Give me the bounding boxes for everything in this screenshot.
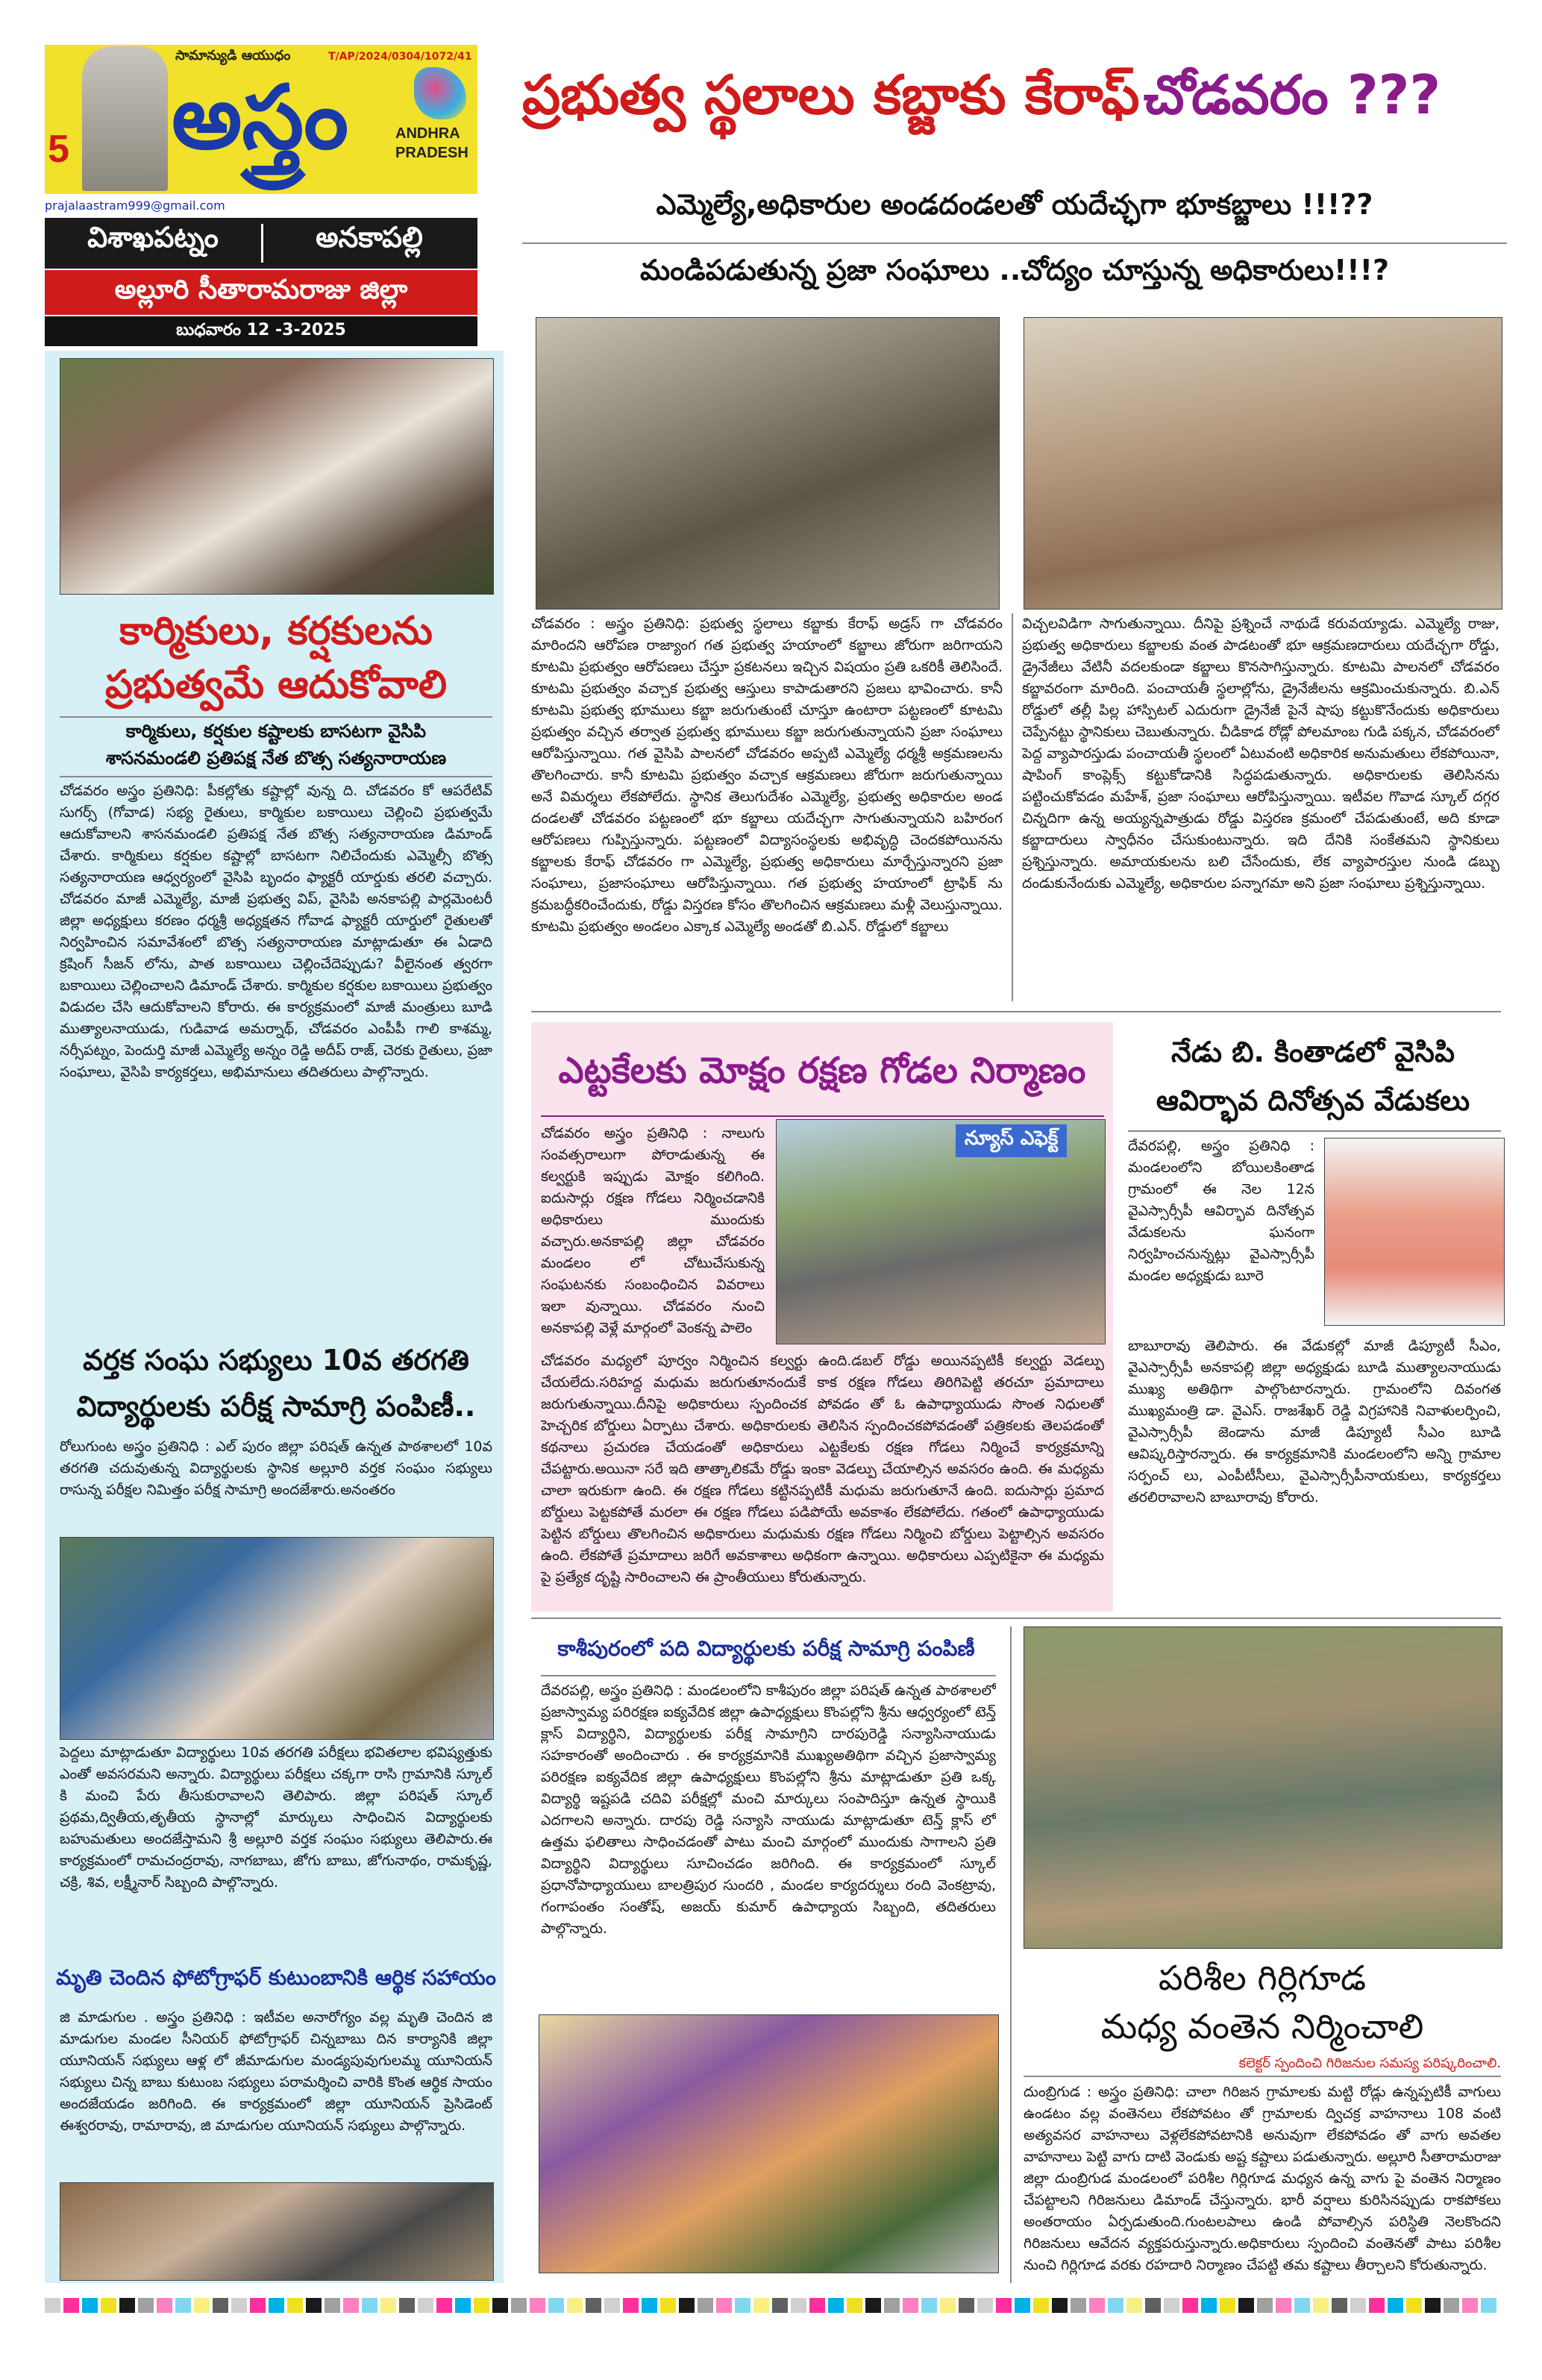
date-bar [45, 316, 477, 346]
color-bar-swatch [1332, 2298, 1347, 2313]
center-story-body-full: చోడవరం మధ్యలో పూర్వం నిర్మించిన కల్వర్టు ఉంది.డబల్ రోడ్డు అయినప్పటికీ కల్వర్టు వెడల్పు చేయలేదు.సరిహద్ద మధుమ జరుగుతూనందుకే కాక రక్షణ గోడలు తిరిగిపెట్టి తరచూ ప్రమాదాలు జరుగుతున్నాయి.దీనిపై అధికారులు స్పందించక పోవడం తో ఓ ఉపాధ్యాయుడు సొంత నిధులతో హెచ్చరిక బోర్డులు ఏర్పాటు చేశారు. అధికారులకు తెలిసిన స్పందించకపోవడంతో పత్రికలకు తెలపడంతో కథనాలు ప్రచురణ చేయడంతో అధికారులు ఎట్టకేలకు రక్షణ గోడలు నిర్మించే కార్యక్రమాన్ని చేపట్టారు.అయినా సరే ఇది తాత్కాలికమే రోడ్డు ఇంకా వెడల్పు చేయాల్సిన అవసరం ఉంది. ఈ మధ్యమ చాలా ఇరుకుగా ఉంది. ఈ రక్షణ గోడలు కట్టినప్పటికీ మధుమ జరుగుతూనే ఉంది. ఐదుసార్లు ప్రమాద బోర్డులు పెట్టకపోతే మరలా ఈ రక్షణ గోడలు పడిపోయే అవకాశం లేకపోలేదు. గతంలో ఉపాధ్యాయుడు పెట్టిన బోర్డులు తొలగించిన అధికారులు మధుమకు రక్షణ గోడలు నిర్మించి బోర్డులు పెట్టాల్సిన అవసరం ఉంది. లేకపోతే ప్రమాదాలు జరిగే అవకాశాలు అధికంగా ఉన్నాయి. అధికారులు ఎప్పటికైనా ఈ మధ్యమ పై ప్రత్యేక దృష్టి సారించాలని ఈ ప్రాంతీయులు కోరుతున్నారు. [541, 1353, 1104, 1585]
center-story-headline: ఎట్టకేలకు మోక్షం రక్షణ గోడల నిర్మాణం [558, 1050, 1086, 1092]
color-bar-swatch [474, 2298, 489, 2313]
color-bar-swatch [1388, 2298, 1403, 2313]
color-bar-swatch [1071, 2298, 1086, 2313]
right-story-headline-2: ఆవిర్భావ దినోత్సవ వేడుకలు [1156, 1084, 1470, 1117]
left-story1-sub2: శాసనమండలి ప్రతిపక్ష నేత బొత్స సత్యనారాయణ [105, 748, 447, 768]
color-bar-swatch [1350, 2298, 1366, 2313]
color-bar-swatch [82, 2298, 98, 2313]
center-story-rule [541, 1115, 1104, 1117]
color-bar-swatch [921, 2298, 937, 2313]
top-story-bottom-rule [531, 1011, 1501, 1012]
top-story-column-1: చోడవరం : అస్త్రం ప్రతినిధి: ప్రభుత్వ స్థలాలు కబ్జాకు కేరాఫ్ అడ్రస్ గా చోడవరం మారిందని ఆరోపణ రాజ్యాంగ గత ప్రభుత్వ హయాంలో కబ్జాలు జోరుగా జరిగాయని కూటమి ప్రభుత్వం ఆరోపణలు చేస్తూ ప్రకటనలు ఇచ్చిన విషయం ప్రతి ఒకరికీ తెలిసిందే. కూటమి ప్రభుత్వం వచ్చాక ప్రభుత్వ ఆస్తులు కాపాడుతారని ప్రజలు భావించారు. కానీ కూటమి ప్రభుత్వ భూములు కబ్జా జరుగుతుంటే చూస్తూ ఉంటారా పట్టణంలో కూటమి ప్రభుత్వం వచ్చిన తర్వాత ప్రభుత్వ భూములు కబ్జా జరుగుతున్నాయని ప్రజా సంఘాలు ఆరోపిస్తున్నాయి. గత వైసిపి పాలనలో చోడవరం అప్పటి ఎమ్మెల్యే ధర్మశ్రీ అక్రమణలను తొలగించారు. కానీ కూటమి ప్రభుత్వం వచ్చాక ఆక్రమణలు జోరుగా జరుగుతున్నాయి అనే విమర్శలు లేకపోలేదు. స్థానిక తెలుగుదేశం ఎమ్మెల్యే, ప్రభుత్వ అధికారుల అండ దండలతో చోడవరం పట్టణంలో భూ కబ్జాలు యదేచ్ఛగా సాగుతున్నాయని బహిరంగ ఆరోపణలు గుప్పిస్తున్నారు. పట్టణంలో విద్యాసంస్థలకు అభివృద్ధి చెందకపోయినను కబ్జాలకు కేరాఫ్ చోడవరం గా ఎమ్మెల్యే, ప్రభుత్వ అధికారులు మార్చేస్తున్నారని ప్రజా సంఘాలు, ప్రజాసంఘాలు ఆరోపిస్తున్నాయి. గత ప్రభుత్వ హయాంలో ట్రాఫిక్ ను క్రమబద్ధీకరించేందుకు, రోడ్డు విస్తరణ కోసం తొలగించిన ఆక్రమణలు మళ్లీ వెలుస్తున్నాయి. కూటమి ప్రభుత్వం అండలం ఎక్కాక ఎమ్మెల్యే అండతో బి.ఎన్. రోడ్డులో కబ్జాలు [531, 616, 1003, 935]
city-bar [45, 218, 477, 269]
color-bar-swatch [380, 2298, 396, 2313]
color-bar-swatch [455, 2298, 471, 2313]
left-story2-body-bottom: పెద్దలు మాట్లాడుతూ విద్యార్థులు 10వ తరగతి పరీక్షలు భవితలాల భవిష్యత్తుకు ఎంతో అవసరమని అన్నారు. విద్యార్థులు పరీక్షలు చక్కగా రాసి గ్రామానికి స్కూల్ కి మంచి పేరు తీసుకురావాలని తెలిపారు. జిల్లా పరిషత్ స్కూల్ ప్రథమ,ద్వితీయ,తృతీయ స్థానాల్లో మార్కులు సాధించిన విద్యార్థులకు బహుమతులు అందజేస్తామని శ్రీ అల్లూరి వర్తక సంఘం సభ్యులు తెలిపారు.ఈ కార్యక్రమంలో రామచంద్రరావు, నాగబాబు, జోగు బాబు, జోగునాథం, రామకృష్ణ, చక్రి, శివ, లక్ష్మీనార్ సిబ్బంది పాల్గొన్నారు. [60, 1744, 492, 1891]
color-bar-swatch [735, 2298, 750, 2313]
color-bar-swatch [1257, 2298, 1273, 2313]
top-subhead-2: మండిపడుతున్న ప్రజా సంఘాలు ..చోద్యం చూస్తున్న అధికారులు!!!? [639, 254, 1390, 286]
color-bar-swatch [903, 2298, 918, 2313]
news-effect-badge: న్యూస్ ఎఫెక్ట్ [956, 1124, 1067, 1157]
color-bar-swatch [1220, 2298, 1235, 2313]
district-bar [45, 270, 477, 315]
encroached-drain-photo [536, 317, 1000, 610]
right-story-body-full: బాబూరావు తెలిపారు. ఈ వేడుకల్లో మాజీ డిప్యూటీ సీఎం, వైఎస్సార్సీపీ అనకాపల్లి జిల్లా అధ్యక్షుడు బూడి ముత్యాలనాయుడు ముఖ్య అతిథిగా పాల్గొంటారన్నారు. గ్రామంలోని దివంగత ముఖ్యమంత్రి డా. వైఎస్. రాజశేఖర్ రెడ్డి విగ్రహానికి నివాళులర్పించి, వైఎస్సార్సీపీ జెండాను మాజీ డిప్యూటీ సీఎం బూడి ఆవిష్కరిస్తారన్నారు. ఈ కార్యక్రమానికి మండలంలోని అన్ని గ్రామాల సర్పంచ్ లు, ఎంపీటీసీలు, వైఎస్సార్సీపీనాయకులు, కార్యకర్తలు తరలిరావాలని బాబూరావు కోరారు. [1128, 1338, 1501, 1506]
color-bar-swatch [1164, 2298, 1179, 2313]
bottom-center-headline: కాశీపురంలో పది విద్యార్థులకు పరీక్ష సామాగ్రి పంపిణీ [557, 1636, 975, 1661]
color-bar-swatch [362, 2298, 377, 2313]
left-story1-rule-1 [60, 716, 492, 718]
ysrcp-leader-portrait [1324, 1138, 1505, 1326]
middle-section-rule [531, 1618, 1501, 1619]
bottom-right-headline-1: పరిశీల గిర్లిగూడ [1158, 1958, 1367, 1998]
left-story1-rule-2 [60, 776, 492, 777]
roadside-digging-photo [1024, 317, 1502, 610]
bottom-right-body: దుంబ్రిగుడ : అస్త్రం ప్రతినిధి: చాలా గిరిజన గ్రామాలకు మట్టి రోడ్లు ఉన్నప్పటికీ వాగులు ఉండటం వల్ల వంతెనలు లేకపోవటం తో గ్రామాలకు ద్విచక్ర వాహనాలు 108 వంటి అత్యవసర వాహనాలు వెళ్లలేకపోవటానికి అనువుగా లేకపోవడం తో వాగు అవతల వాహనాలు పెట్టి వాగు దాటి వెండుకు అష్ట కష్టాలు పడుతున్నారు. అల్లూరి సీతారామరాజు జిల్లా దుంబ్రిగుడ మండలంలో పరిశీల గిర్లిగూడ మధ్యన ఉన్న వాగు పై వంతెన నిర్మాణం చేపట్టాలని గిరిజనులు డిమాండ్ చేస్తున్నారు. భారీ వర్షాలు కురిసినప్పుడు రాకపోకలు అంతరాయం ఏర్పడుతుంది.గుంటలపాలు ఉండి పోవాల్సిన పరిస్థితి నెలకొందని గిరిజనులు ఆవేదన వ్యక్తపరుస్తున్నారు.అధికారులు స్పందించి వంతెనతో పాటు పరిశీల నుంచి గిర్లిగూడ వరకు రహదారి నిర్మాణం చేపట్టి తమ కష్టాలు తీర్చాలని కోరుతున్నారు. [1024, 2084, 1501, 2273]
color-bar-swatch [250, 2298, 266, 2313]
right-story-body-side: దేవరపల్లి, అస్త్రం ప్రతినిధి : మండలంలోని బోయిలకింతాడ గ్రామంలో ఈ నెల 12న వైఎస్సార్సీపీ ఆవిర్భావ దినోత్సవ వేడుకలను ఘనంగా నిర్వహించనున్నట్లు వైఎస్సార్సీపీ మండల అధ్యక్షుడు బూరె [1128, 1138, 1314, 1284]
tagline: సామాన్యుడి ఆయుధం [175, 48, 291, 63]
color-bar-swatch [1406, 2298, 1422, 2313]
color-bar-swatch [269, 2298, 284, 2313]
color-bar-swatch [119, 2298, 135, 2313]
color-bar-swatch [1089, 2298, 1105, 2313]
color-bar-swatch [1238, 2298, 1254, 2313]
color-bar-swatch [63, 2298, 79, 2313]
color-bar-swatch [343, 2298, 359, 2313]
color-bar-swatch [679, 2298, 695, 2313]
color-bar-swatch [642, 2298, 657, 2313]
color-bar-swatch [1313, 2298, 1329, 2313]
color-bar-swatch [586, 2298, 601, 2313]
buddha-statue-image [82, 46, 168, 191]
color-bar-swatch [791, 2298, 806, 2313]
color-bar-swatch [1033, 2298, 1049, 2313]
color-bar-swatch [1201, 2298, 1217, 2313]
color-bar-swatch [1126, 2298, 1142, 2313]
state-label-2: PRADESH [395, 145, 468, 161]
left-story1-body: చోడవరం అస్త్రం ప్రతినిధి: పీకల్లోతు కష్టాల్లో వున్న ది. చోడవరం కో ఆపరేటివ్ సుగర్స్ (గోవాడ) సభ్య రైతులు, కార్మికుల బకాయిలు చెల్లించి ప్రభుత్వమే ఆదుకోవాలని శాసనమండలి ప్రతిపక్ష నేత బొత్స సత్యనారాయణ డిమాండ్ చేశారు. కార్మికులు కర్షకుల కష్టాల్లో బాసటగా నిలిచేందుకు ఎమ్మెల్సీ బొత్స సత్యనారాయణ ఆధ్వర్యంలో వైసిపి బృందం ఫ్యాక్టరీ యార్డుకు తరలి వచ్చారు. చోడవరం మాజీ ఎమ్మెల్యే, మాజీ ప్రభుత్వ విప్, వైసిపి అనకాపల్లి పార్లమెంటరీ జిల్లా అధ్యక్షులు కరణం ధర్మశ్రీ అధ్యక్షతన గోవాడ ఫ్యాక్టరీ యార్డులో రైతులతో నిర్వహించిన సమావేశంలో బొత్స సత్యనారాయణ మాట్లాడుతూ ఈ ఏడాది క్రషింగ్ సీజన్ లోను, పాత బకాయిలు చెల్లించేదెప్పుడు? వీలైనంత త్వరగా బకాయిలు చెల్లించాలని డిమాండ్ చేశారు. కార్మికుల కర్షకుల బకాయిలు ప్రభుత్వం విడుదల చేసి ఆదుకోవాలని కోరారు. ఈ కార్యక్రమంలో మాజీ మంత్రులు బూడి ముత్యాలనాయుడు, గుడివాడ అమర్నాథ్, చోడవరం ఎంపీపీ గాలి కాశమ్మ, నర్సీపట్నం, పెందుర్తి మాజీ ఎమ్మెల్యే అన్నం రెడ్డి అదీప్ రాజ్, చెరకు రైతులు, ప్రజా సంఘాలు, వైసిపి కార్యకర్తలు, అభిమానులు తదితరులు పాల్గొన్నారు. [60, 783, 492, 1080]
color-bar-swatch [45, 2298, 60, 2313]
color-bar-swatch [1444, 2298, 1459, 2313]
color-bar-swatch [231, 2298, 247, 2313]
bottom-right-rule [1024, 2076, 1501, 2077]
color-bar-swatch [325, 2298, 340, 2313]
subhead-divider [522, 242, 1507, 244]
email: prajalaastram999@gmail.com [45, 198, 225, 213]
color-bar-swatch [101, 2298, 116, 2313]
color-bar-swatch [287, 2298, 303, 2313]
state-label-1: ANDHRA [395, 125, 460, 142]
center-story-body-left: చోడవరం అస్త్రం ప్రతినిధి : నాలుగు సంవత్సరాలుగా పోరాడుతున్న ఈ కల్వర్టుకి ఇప్పుడు మోక్షం కలిగింది. ఐదుసార్లు రక్షణ గోడలు నిర్మించడానికి అధికారులు ముందుకు వచ్చారు.అనకాపల్లి జిల్లా చోడవరం మండలం లో చోటుచేసుకున్న సంఘటనకు సంబంధించిన వివరాలు ఇలా వున్నాయి. చోడవరం నుంచి అనకాపల్లి వెళ్లే మార్గంలో వెంకన్న పాలెం [541, 1125, 765, 1336]
right-story-headline-1: నేడు బి. కింతాడలో వైసిపి [1171, 1036, 1455, 1068]
color-bar-swatch [865, 2298, 881, 2313]
color-bar-swatch [157, 2298, 172, 2313]
city-1: విశాఖపట్నం [87, 221, 219, 254]
color-bar-swatch [1425, 2298, 1441, 2313]
color-bar-swatch [996, 2298, 1012, 2313]
color-bar-swatch [977, 2298, 993, 2313]
color-bar-swatch [548, 2298, 564, 2313]
color-bar-swatch [1108, 2298, 1123, 2313]
issue-date: బుధవారం 12 -3-2025 [176, 321, 346, 339]
top-story-column-divider [1012, 613, 1013, 1001]
masthead-logo: అస్త్రం [172, 65, 349, 169]
left-story1-headline: కార్మికులు, కర్షకులను ప్రభుత్వమే ఆదుకోవాలి [104, 609, 448, 707]
color-bar-swatch [660, 2298, 676, 2313]
left-story3-headline: మృతి చెందిన ఫోటోగ్రాఫర్ కుటుంబానికి ఆర్థిక సహాయం [56, 1965, 496, 1990]
color-bar-swatch [1145, 2298, 1161, 2313]
color-bar-swatch [1369, 2298, 1385, 2313]
color-bar-swatch [213, 2298, 228, 2313]
page-number: 5 [48, 128, 69, 171]
color-bar-swatch [847, 2298, 862, 2313]
left-story2-body-top: రోలుగుంట అస్త్రం ప్రతినిధి : ఎల్ పురం జిల్లా పరిషత్ ఉన్నత పాఠశాలలో 10వ తరగతి చదువుతున్న విద్యార్థులకు స్థానిక అల్లూరి వర్తక సంఘం సభ్యులు రాసున్న పరీక్షల నిమిత్తం పరీక్ష సామాగ్రి అందజేశారు.అనంతరం [60, 1438, 492, 1498]
color-bar-swatch [753, 2298, 769, 2313]
color-bar-swatch [194, 2298, 210, 2313]
color-bar-swatch [884, 2298, 900, 2313]
color-bar-swatch [138, 2298, 154, 2313]
bottom-center-body: దేవరపల్లి, అస్త్రం ప్రతినిధి : మండలంలోని కాశీపురం జిల్లా పరిషత్ ఉన్నత పాఠశాలలో ప్రజాస్వామ్య పరిరక్షణ ఐక్యవేదిక జిల్లా ఉపాధ్యక్షులు కొంపల్లోని శ్రీను ఆధ్వర్యంలో టెన్త్ క్లాస్ విద్యార్థిని, విద్యార్థులకు పరీక్ష సామాగ్రిని దారపురెడ్డి సన్యాసినాయుడు సహకారంతో అందించారు . ఈ కార్యక్రమానికి ముఖ్యఅతిథిగా వచ్చిన ప్రజాస్వామ్య పరిరక్షణ ఐక్యవేదిక జిల్లా ఉపాధ్యక్షులు కొంపల్లోని శ్రీను మాట్లాడుతూ ప్రతి ఒక్క విద్యార్థి ఇష్టపడి చదివి పరీక్షల్లో మంచి మార్కులు సంపాదిస్తూ ఉన్నత స్థాయికి ఎదగాలని అన్నారు. దారపు రెడ్డి సన్యాసి నాయుడు మాట్లాడుతూ టెన్త్ క్లాస్ లో ఉత్తమ ఫలితాలు సాధించడంతో పాటు మంచి మార్గంలో ముందుకు సాగాలని ప్రతి విద్యార్థిని విద్యార్థులు సూచించడం జరిగింది. ఈ కార్యక్రమంలో స్కూల్ ప్రధానోపాధ్యాయులు బాలత్రిపుర సుందరి , మండల కార్యదర్శులు రంది వెంకట్రావు, గంగాపంతం సంతోష్, అజయ్ కుమార్ ఉపాధ్యాయ సిబ్బంది, తదితరులు పాల్గొన్నారు. [541, 1682, 996, 1937]
color-bar-swatch [175, 2298, 191, 2313]
masthead [45, 45, 477, 321]
color-bar-swatch [716, 2298, 732, 2313]
right-story-rule [1128, 1130, 1501, 1132]
bottom-center-rule [541, 1675, 996, 1676]
color-bar-swatch [1052, 2298, 1068, 2313]
color-bar-swatch [530, 2298, 545, 2313]
color-bar-swatch [1182, 2298, 1198, 2313]
stream-crossing-photo [1024, 1626, 1502, 1949]
color-bar-swatch [1276, 2298, 1291, 2313]
photographer-family-aid-photo [60, 2182, 494, 2281]
color-bar-swatch [1015, 2298, 1030, 2313]
color-bar-swatch [567, 2298, 583, 2313]
kasipuram-students-group-photo [539, 2014, 999, 2273]
left-story1-sub1: కార్మికులు, కర్షకుల కష్టాలకు బాసటగా వైసిపి [125, 721, 427, 742]
botsa-press-photo [60, 358, 494, 595]
top-subhead-1: ఎమ్మెల్యే,అధికారుల అండదండలతో యదేచ్ఛగా భూకబ్జాలు !!!?? [656, 188, 1373, 221]
top-story-headline [522, 63, 1507, 153]
district-name: అల్లూరి సీతారామరాజు జిల్లా [114, 275, 408, 305]
color-bar-swatch [436, 2298, 452, 2313]
left-story3-body: జి మాడుగుల . అస్త్రం ప్రతినిధి : ఇటీవల అనారోగ్యం వల్ల మృతి చెందిన జి మాడుగుల మండల సీనియర్ ఫోటోగ్రాఫర్ చిన్నబాబు దిన కార్యానికి జిల్లా యూనియన్ సభ్యులు ఆళ్ల లో జీమాడుగుల మండ్యపువుగులమ్మ యూనియన్ సభ్యులు చిన్న బాబు కుటుంబ సభ్యులు పరామర్శించి వారికి కొంత ఆర్థిక సాయం అందజేయడం జరిగింది. ఈ కార్యక్రమంలో జిల్లా యూనియన్ ప్రెసిడెంట్ ఈశ్వరరావు, రామారావు, జి మాడుగుల యూనియన్ సభ్యులు పాల్గొన్నారు. [60, 2009, 492, 2134]
top-headline-part2: చోడవరం ??? [1143, 63, 1441, 126]
color-bar-swatch [772, 2298, 788, 2313]
printer-color-bar [45, 2298, 1499, 2313]
color-bar-swatch [399, 2298, 415, 2313]
color-bar-swatch [698, 2298, 713, 2313]
color-bar-swatch [604, 2298, 620, 2313]
color-bar-swatch [306, 2298, 322, 2313]
color-bar-swatch [828, 2298, 844, 2313]
color-bar-swatch [511, 2298, 527, 2313]
left-story2-headline: వర్తక సంఘ సభ్యులు 10వ తరగతి విద్యార్థులకు పరీక్ష సామాగ్రి పంపిణీ.. [76, 1344, 476, 1423]
top-story-column-2: విచ్చలవిడిగా సాగుతున్నాయి. దీనిపై ప్రశ్నించే నాథుడే కరువయ్యాడు. ఎమ్మెల్యే రాజు, ప్రభుత్వ అధికారులు కబ్జాలకు వంత పాడటంతో భూ ఆక్రమణదారులు యదేచ్ఛగా రోడ్డు, డ్రైనేజీలు వేటినీ వదలకుండా కబ్జాలు కొనసాగిస్తున్నారు. కూటమి పాలనలో చోడవరం కబ్జావరంగా మారింది. పంచాయతీ స్థలాల్లోను, డ్రైనేజీలను ఆక్రమించుకున్నారు. బి.ఎన్ రోడ్డులో తల్లీ పిల్ల హాస్పిటల్ ఎదురుగా డ్రైనేజీ పైనే షాపు కట్టుకొనేందుకు అధికారులు చెప్పేనట్టు స్థానికులు చెబుతున్నారు. చీడికాడ రోడ్లో పోలమాంబ గుడి పక్కన, చోడవరంలో పెద్ద వ్యాపారస్తుడు పంచాయతీ స్థలంలో ఏటువంటి అధికారిక అనుమతులు లేకపోయినా, షాపింగ్ కాంప్లెక్స్ కట్టుకోడానికి సిద్ధపడుతున్నారు. అధికారులకు తెలిసినను పట్టించుకోవడం మహేశ్, ప్రజా సంఘాలు ఆరోపిస్తున్నాయి. ఇటీవల గొవాడ స్కూల్ దగ్గర చిన్నదిగా ఉన్న అయ్యన్నపాత్రుడు రోడ్డు విస్తరణ క్రమంలో చేపడుతుంటే, అది కూడా కబ్జాదారులు స్వాధీనం చేసుకుంటున్నారు. ఇది దేనికి సంకేతమని స్థానికులు ప్రశ్నిస్తున్నారు. అమాయకులను బలి చేసేందుకు, లేక వ్యాపారస్తుల నుండి డబ్బు దండుకునేందుకు ఎమ్మెల్యే, అధికారుల పన్నాగమా అని ప్రజా సంఘాలు ప్రశ్నిస్తున్నాయి. [1022, 616, 1499, 892]
color-bar-swatch [623, 2298, 639, 2313]
color-bar-swatch [809, 2298, 825, 2313]
color-bar-swatch [492, 2298, 508, 2313]
registration-number: T/AP/2024/0304/1072/41 [328, 51, 472, 63]
bottom-right-headline-2: మధ్య వంతెన నిర్మించాలి [1100, 2006, 1424, 2047]
culvert-protection-wall-photo [776, 1119, 1106, 1344]
color-bar-swatch [1294, 2298, 1310, 2313]
city-2: అనకాపల్లి [316, 221, 423, 254]
color-bar-swatch [959, 2298, 974, 2313]
bottom-right-caption: కలెక్టర్ స్పందించి గిరిజనుల సమస్య పరిష్కరించాలి. [1238, 2055, 1501, 2071]
color-bar-swatch [940, 2298, 956, 2313]
color-bar-swatch [418, 2298, 433, 2313]
bottom-column-divider [1010, 1626, 1012, 2283]
color-bar-swatch [1481, 2298, 1496, 2313]
city-divider [261, 224, 263, 263]
top-headline-part1: ప్రభుత్వ స్థలాలు కబ్జాకు కేరాఫ్ [522, 63, 1140, 126]
color-bar-swatch [1462, 2298, 1478, 2313]
exam-material-group-photo [60, 1537, 494, 1740]
